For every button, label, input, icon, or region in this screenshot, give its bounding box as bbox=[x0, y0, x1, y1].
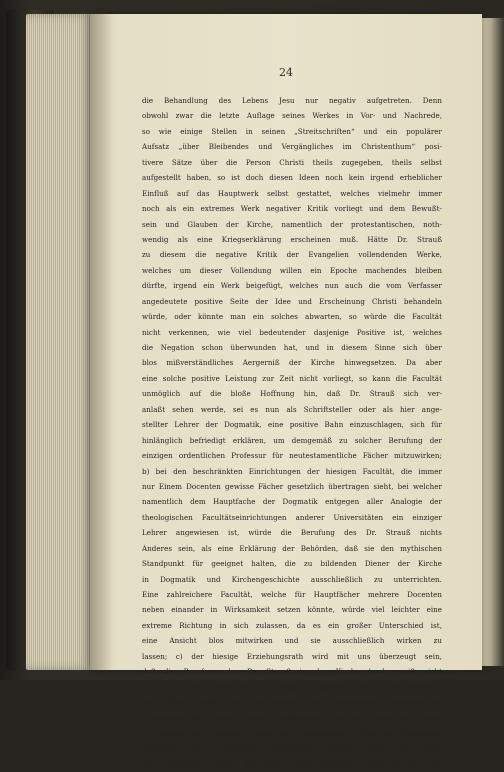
text-line: welches um dieser Vollendung willen ein Epoche machendes bleiben bbox=[142, 265, 442, 275]
text-line: blos mißverständliches Aergerniß der Kirche hinwegsetzen. Da aber bbox=[142, 358, 442, 368]
facing-page-edge bbox=[482, 18, 504, 666]
text-line: hinlänglich befriedigt erklären, um demgemäß zu solcher Berufung der bbox=[142, 435, 442, 445]
body-text bbox=[142, 93, 442, 772]
text-line: nur unter den Geistlichen) ein großes Aergerniß geben muß, vielleicht bbox=[142, 682, 442, 692]
text-line: eine offene, selbst den Fortbestand einer gemeinsamen theologischen bbox=[142, 698, 442, 708]
text-line: stellter Lehrer der Dogmatik, eine positive Bahn einzuschlagen, sich für bbox=[142, 420, 442, 430]
text-line: nur Einem Docenten gewisse Fächer gesetzlich übertragen sieht, bei welcher bbox=[142, 481, 442, 491]
text-line: nicht verkennen, wie viel bedeutender dasjenige Positive ist, welches bbox=[142, 327, 442, 337]
text-line: wendig als eine Kriegserklärung erscheinen muß. Hätte Dr. Strauß bbox=[142, 234, 442, 244]
text-line: obwohl zwar die letzte Auflage seines Werkes in Vor- und Nachrede, bbox=[142, 111, 442, 121]
text-line: unmöglich auf die bloße Hoffnung hin, daß Dr. Strauß sich ver- bbox=[142, 389, 442, 399]
text-line: Suchenden alle Frömmigkeit verschmähen würden. Denn auch wenn bbox=[142, 744, 442, 754]
text-line: dürfte, irgend ein Werk beigefügt, welches nun auch die vom Verfasser bbox=[142, 281, 442, 291]
page-edges bbox=[26, 14, 92, 670]
text-line: aufgestellt haben, so ist doch diesen Ideen noch kein irgend erheblicher bbox=[142, 173, 442, 183]
text-line: tivere Sätze über die Person Christi theils zugegeben, theils selbst bbox=[142, 157, 442, 167]
text-line: Lehrer angewiesen ist, würde die Berufung des Dr. Strauß nichts bbox=[142, 528, 442, 538]
text-line: Anderes sein, als eine Erklärung der Behörden, daß sie den mythischen bbox=[142, 543, 442, 553]
text-line: in welcher die Frommen leicht alle Wissenschaft, Viele der Aufklärung bbox=[142, 728, 442, 738]
text-line: in Dogmatik und Kirchengeschichte ausschließlich zu unterrichten. bbox=[142, 574, 442, 584]
text-line: daß die Berufung des Dr. Strauß in der Kirche (und gewiß nicht bbox=[142, 667, 442, 677]
text-line: anlaßt sehen werde, sei es nun als Schriftsteller oder als hier ange- bbox=[142, 404, 442, 414]
text-line: neben einander in Wirksamkeit setzen könnte, würde viel leichter eine bbox=[142, 605, 442, 615]
text-line: eine solche positive Leistung zur Zeit nicht vorliegt, so kann die Facultät bbox=[142, 373, 442, 383]
text-line: würde, oder könnte man ein solches abwarten, so würde die Facultät bbox=[142, 312, 442, 322]
text-line: eine Ansicht blos mitwirken und sie ausschließlich wirken zu bbox=[142, 636, 442, 646]
text-line: Eine zahlreichere Facultät, welche für Hauptfächer mehrere Docenten bbox=[142, 590, 442, 599]
text-line: angedeutete positive Seite der Idee und Erscheinung Christi behandeln bbox=[142, 296, 442, 306]
text-line: so wie einige Stellen in seinen „Streitschriften“ und ein populärer bbox=[142, 126, 442, 136]
text-line: Aufsatz „über Bleibendes und Vergängliches im Christenthum“ posi- bbox=[142, 142, 442, 152]
text-line: Einfluß auf das Hauptwerk selbst gestattet, welches vielmehr immer bbox=[142, 188, 442, 198]
text-line: einzigen ordentlichen Professur für neutestamentliche Fächer mitzuwirken; bbox=[142, 451, 442, 461]
text-line: theologischen Facultätseinrichtungen anderer Universitäten ein einziger bbox=[142, 512, 442, 522]
text-line: die Behandlung des Lebens Jesu nur negativ aufgetreten. Denn bbox=[142, 96, 442, 105]
text-line: zu diesem die negative Kritik der Evangelien vollendenden Werke, bbox=[142, 250, 442, 260]
gutter-shadow bbox=[90, 14, 112, 670]
text-line: lassen; c) der hiesige Erziehungsrath wird mit uns überzeugt sein, bbox=[142, 651, 442, 661]
text-line: b) bei den beschränkten Einrichtungen der hiesigen Facultät, die immer bbox=[142, 466, 442, 476]
page-number: 24 bbox=[279, 66, 293, 79]
text-line: namentlich dem Hauptfache der Dogmatik entgegen aller Analogie der bbox=[142, 497, 442, 507]
text-line: die Negation schon überwunden hat, und in diesem Sinne sich über bbox=[142, 343, 442, 352]
text-line: sein und Glauben der Kirche, namentlich der protestantischen, noth- bbox=[142, 219, 442, 229]
text-line: noch als ein extremes Werk negativer Kritik vorliegt und dem Bewußt- bbox=[142, 204, 442, 214]
text-line: extreme Richtung in sich zulassen, da es ein großer Unterschied ist, bbox=[142, 620, 442, 630]
text-line: Lehranstalt für unsern Kanton gefährdende Spaltung hervorrufen wird, bbox=[142, 713, 442, 723]
book-page bbox=[90, 14, 482, 769]
text-line: Standpunkt für geeignet halten, die zu bildenden Diener der Kirche bbox=[142, 559, 442, 569]
text-line: eine aufregende Reform der Kirche nicht geschehen würde, so läßt sich bbox=[142, 759, 442, 769]
